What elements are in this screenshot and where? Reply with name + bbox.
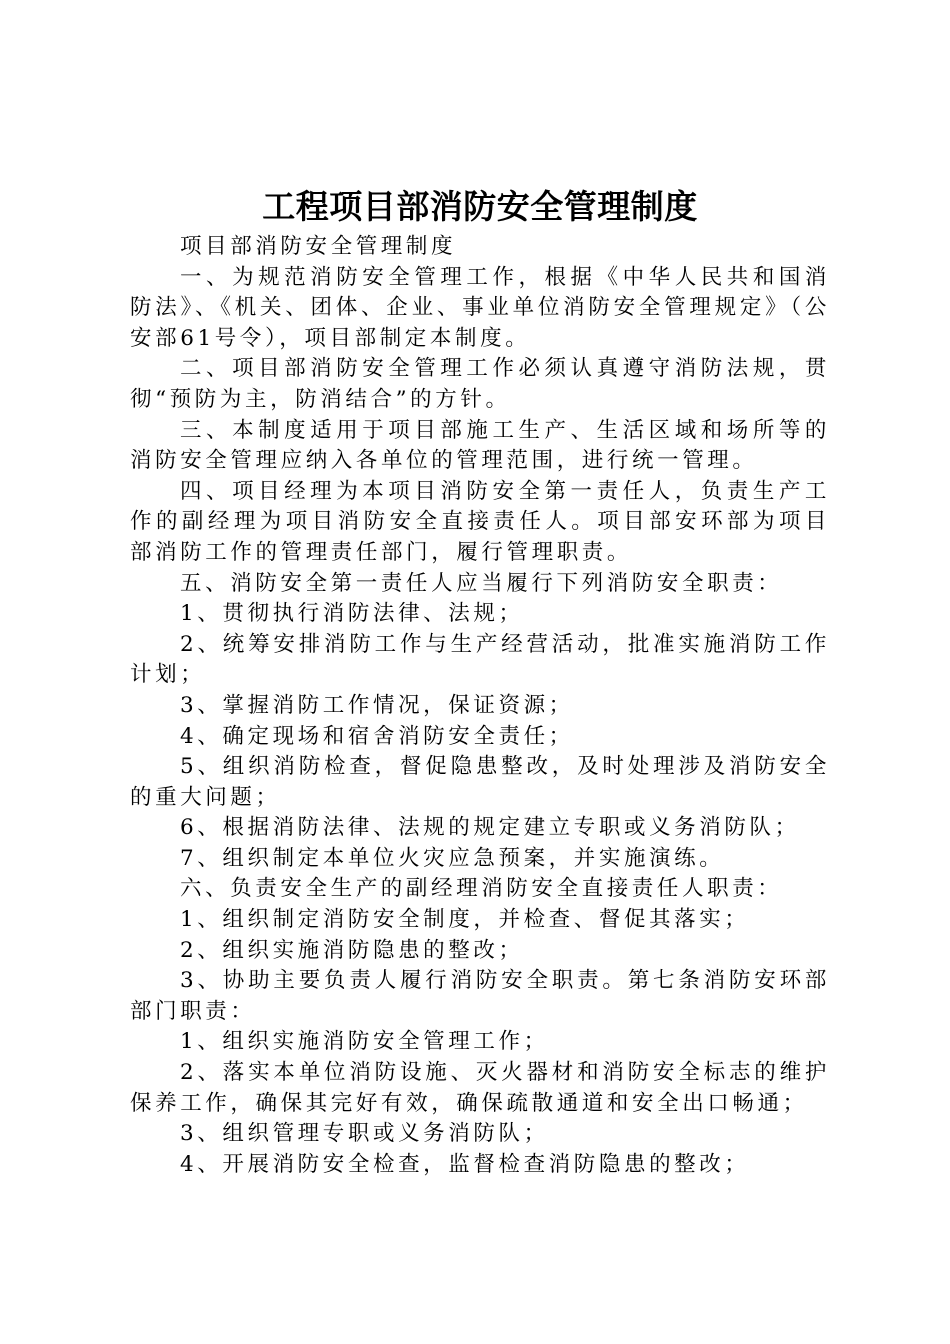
list-item: 4、开展消防安全检查，监督检查消防隐患的整改；: [180, 1151, 750, 1177]
list-item: 3、组织管理专职或义务消防队；: [180, 1121, 549, 1147]
list-item: 7、组织制定本单位火灾应急预案，并实施演练。: [180, 845, 725, 871]
list-item: 1、贯彻执行消防法律、法规；: [180, 601, 524, 627]
list-item: 4、确定现场和宿舍消防安全责任；: [180, 723, 574, 749]
list-item: 1、组织实施消防安全管理工作；: [180, 1029, 549, 1055]
paragraph-heading: 项目部消防安全管理制度: [180, 234, 457, 259]
list-item: 2、组织实施消防隐患的整改；: [180, 937, 524, 963]
document-title: 工程项目部消防安全管理制度: [262, 187, 698, 226]
list-item: 3、掌握消防工作情况，保证资源；: [180, 692, 574, 718]
paragraph-section-1: 一、为规范消防安全管理工作，根据《中华人民共和国消防法》、《机关、团体、企业、事业单位消防安全管理规定》（公安部61号令），项目部制定本制度。: [130, 264, 830, 351]
paragraph-section-5: 五、消防安全第一责任人应当履行下列消防安全职责：: [180, 570, 783, 596]
list-item: 5、组织消防检查，督促隐患整改，及时处理涉及消防安全的重大问题；: [130, 754, 830, 810]
paragraph-section-3: 三、本制度适用于项目部施工生产、生活区域和场所等的消防安全管理应纳入各单位的管理范围，进行统一管理。: [130, 417, 830, 474]
list-item: 2、落实本单位消防设施、灭火器材和消防安全标志的维护保养工作，确保其完好有效，确保疏散通道和安全出口畅通；: [130, 1060, 830, 1116]
list-item: 2、统筹安排消防工作与生产经营活动，批准实施消防工作计划；: [130, 631, 830, 688]
paragraph-section-2: 二、项目部消防安全管理工作必须认真遵守消防法规，贯彻“预防为主，防消结合”的方针。: [130, 356, 830, 412]
list-item: 3、协助主要负责人履行消防安全职责。第七条消防安环部部门职责：: [130, 968, 830, 1024]
paragraph-section-4: 四、项目经理为本项目消防安全第一责任人，负责生产工作的副经理为项目消防安全直接责任人。项目部安环部为项目部消防工作的管理责任部门，履行管理职责。: [130, 478, 830, 565]
list-item: 1、组织制定消防安全制度，并检查、督促其落实；: [180, 907, 750, 933]
list-item: 6、根据消防法律、法规的规定建立专职或义务消防队；: [180, 815, 800, 841]
document-body: [130, 232, 830, 1180]
paragraph-section-6: 六、负责安全生产的副经理消防安全直接责任人职责：: [180, 876, 783, 902]
